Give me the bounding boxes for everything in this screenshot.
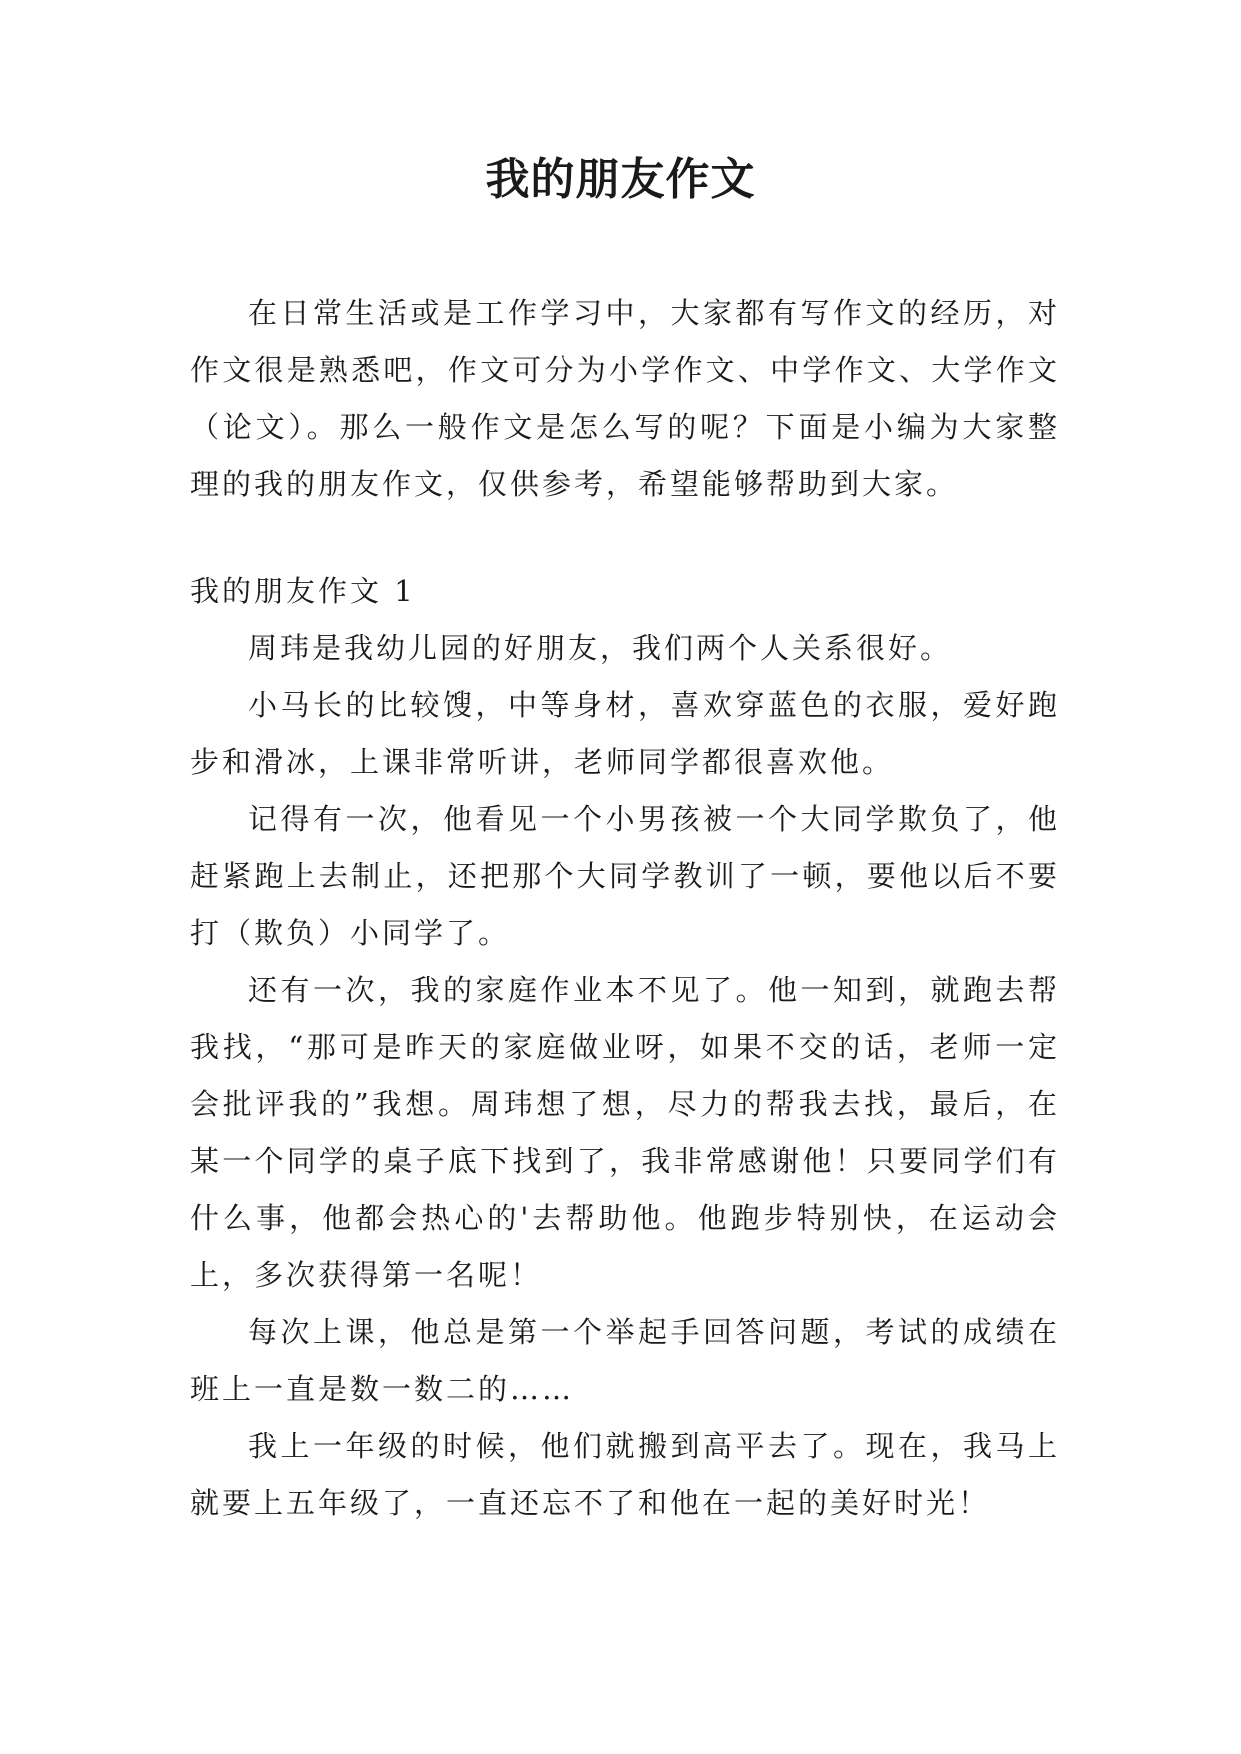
body-paragraph: 每次上课，他总是第一个举起手回答问题，考试的成绩在班上一直是数一数二的…… (190, 1315, 1060, 1406)
body-paragraph: 小马长的比较馊，中等身材，喜欢穿蓝色的衣服，爱好跑步和滑冰，上课非常听讲，老师同学都很喜欢他。 (190, 688, 1060, 779)
intro-paragraph: 在日常生活或是工作学习中，大家都有写作文的经历，对作文很是熟悉吧，作文可分为小学作文、中学作文、大学作文（论文）。那么一般作文是怎么写的呢？下面是小编为大家整理的我的朋友作文，仅供参考，希望能够帮助到大家。 (190, 296, 1060, 501)
body-paragraph: 我上一年级的时候，他们就搬到高平去了。现在，我马上就要上五年级了，一直还忘不了和他在一起的美好时光！ (190, 1429, 1060, 1520)
body-paragraph: 记得有一次，他看见一个小男孩被一个大同学欺负了，他赶紧跑上去制止，还把那个大同学教训了一顿，要他以后不要打（欺负）小同学了。 (190, 802, 1060, 950)
document-title: 我的朋友作文 (485, 154, 756, 205)
body-paragraph: 还有一次，我的家庭作业本不见了。他一知到，就跑去帮我找，“那可是昨天的家庭做业呀，如果不交的话，老师一定会批评我的”我想。周玮想了想，尽力的帮我去找，最后，在某一个同学的桌子底下找到了，我非常感谢他！只要同学们有什么事，他都会热心的'去帮助他。他跑步特别快，在运动会上，多次获得第一名呢！ (190, 973, 1060, 1292)
document-body (190, 285, 1060, 1532)
section-heading: 我的朋友作文 1 (190, 574, 416, 608)
body-paragraph: 周玮是我幼儿园的好朋友，我们两个人关系很好。 (248, 631, 953, 665)
